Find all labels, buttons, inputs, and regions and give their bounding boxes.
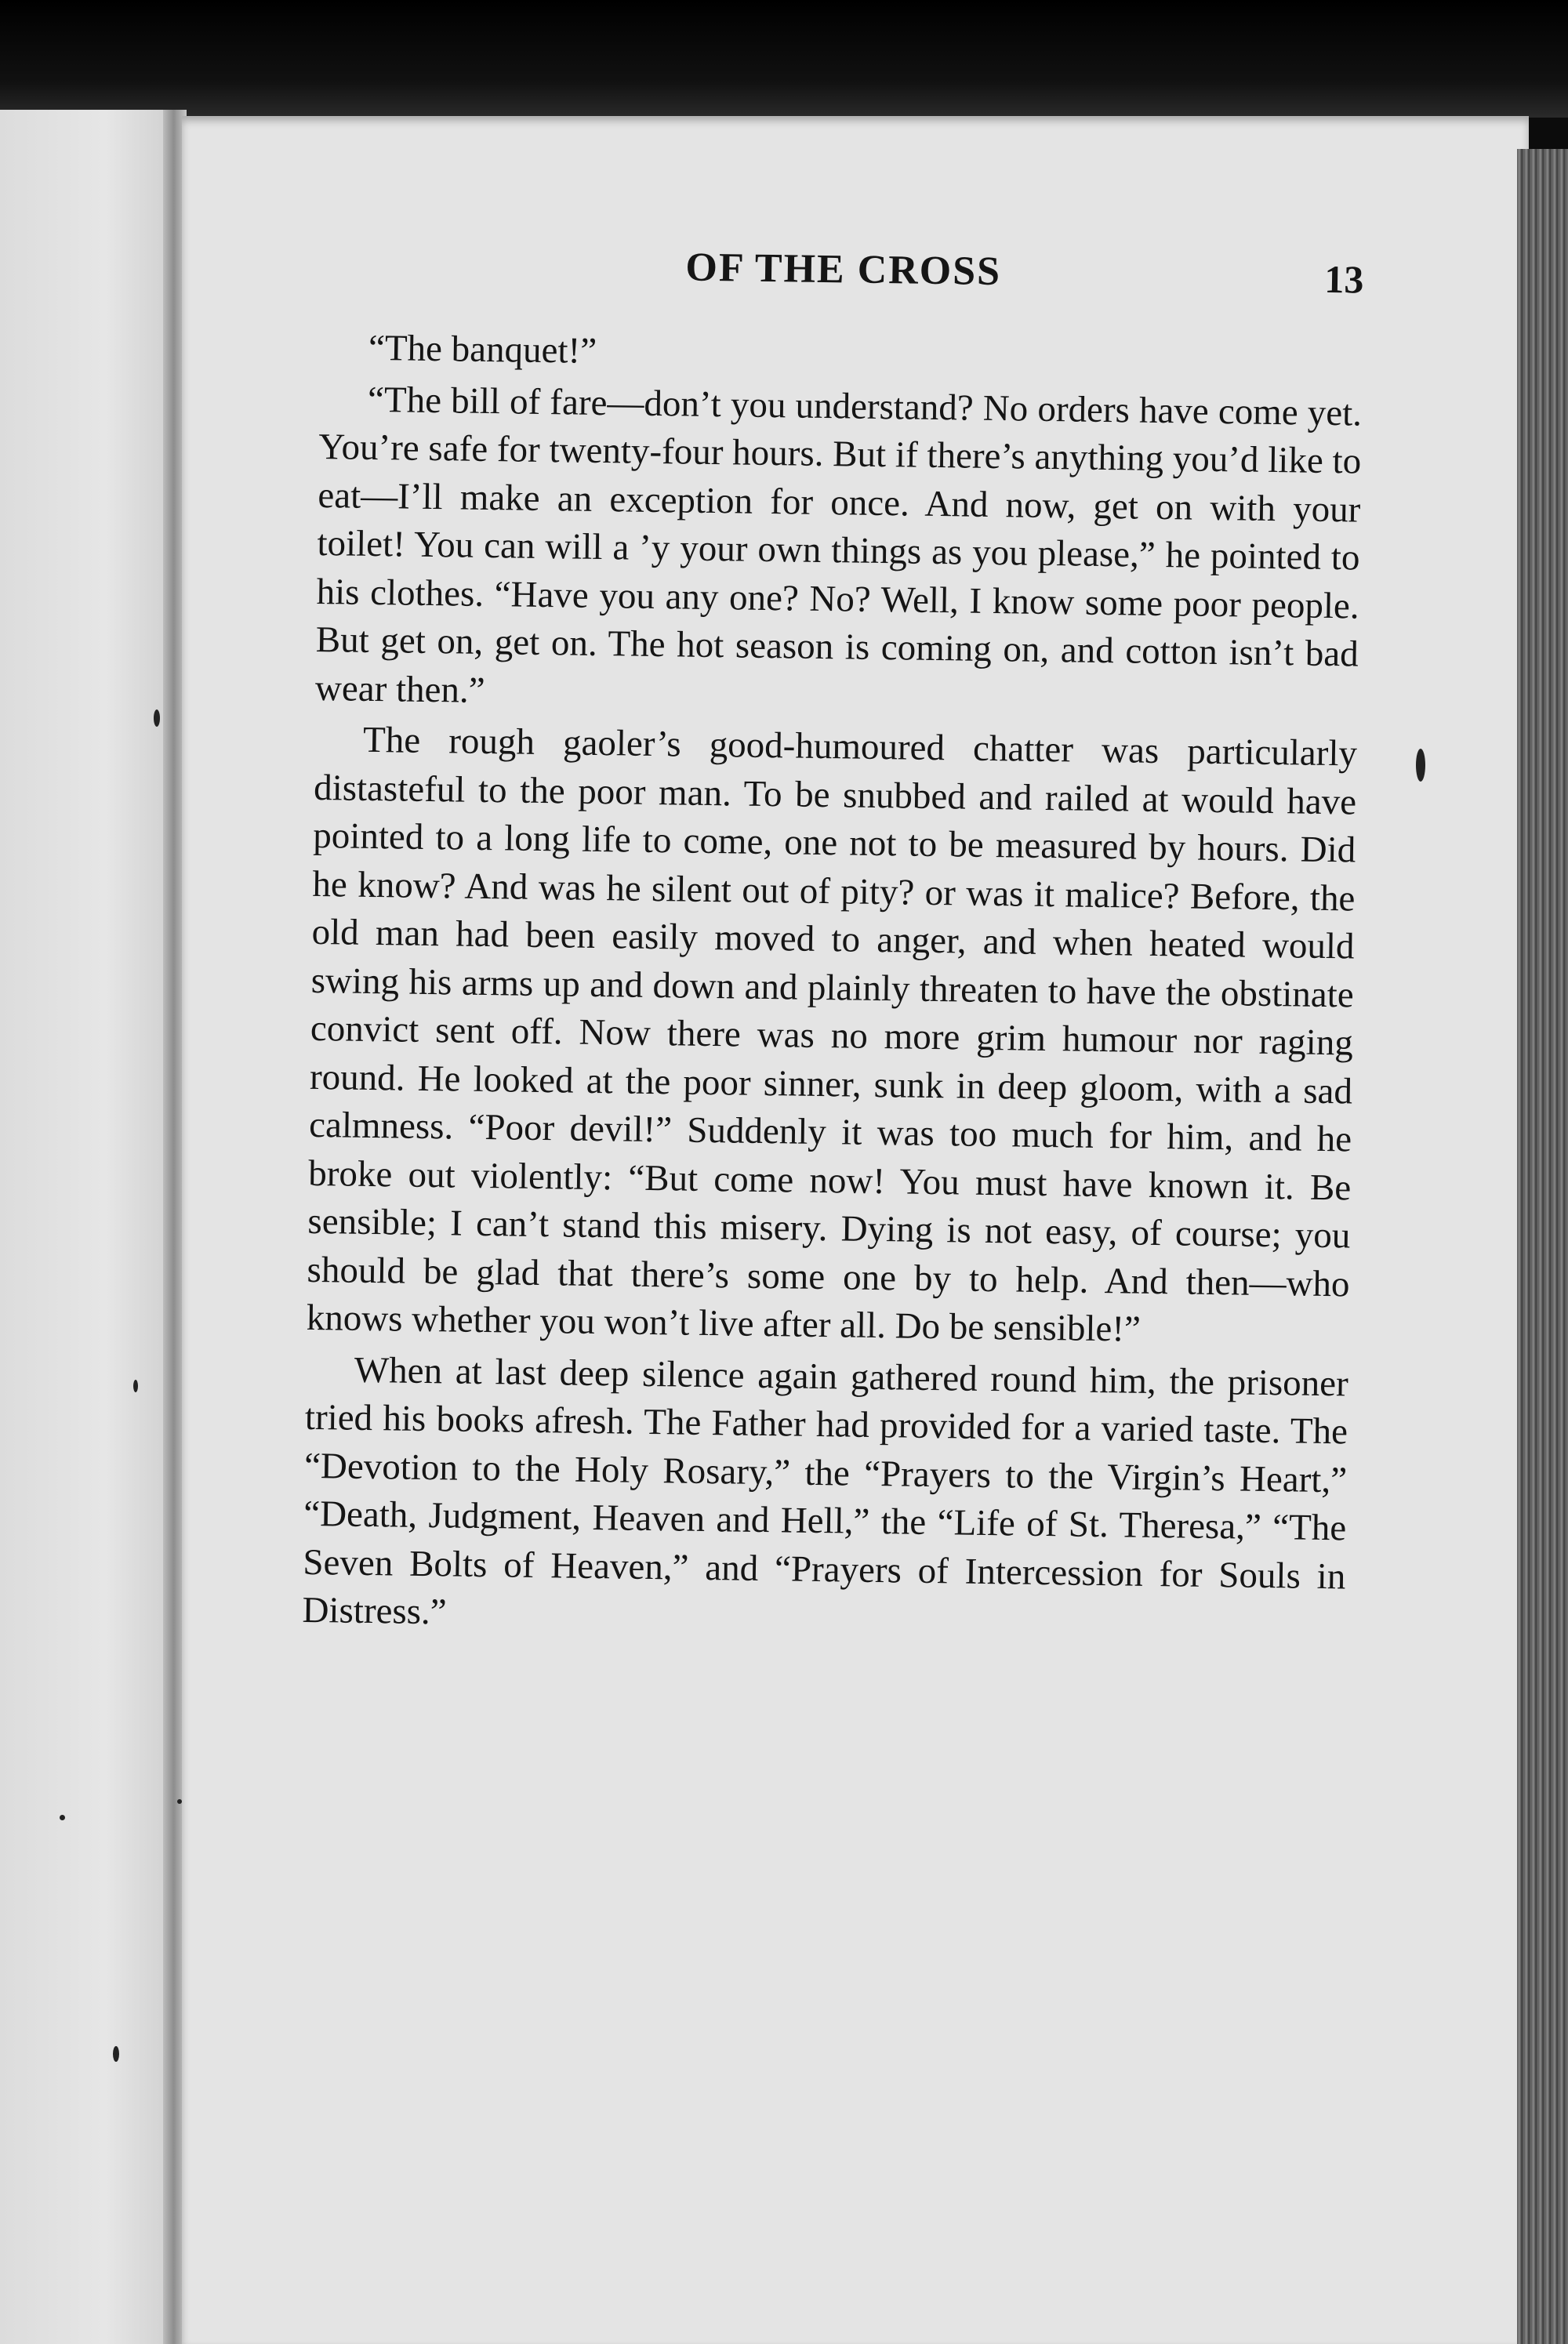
ink-speck: [133, 1380, 138, 1392]
paragraph: “The bill of fare—don’t you understand? No orders have come yet. You’re safe for twenty-four hours. But if there’s anything you’d like to eat—I’ll make an exception for once. And now, get on with your toilet! You can will a ’y your own things as you please,” he pointed to his clothes. “Have you any one? No? Well, I know some poor people. But get on, get on. The hot season is coming on, and cotton isn’t bad wear then.”: [314, 379, 1363, 711]
paragraph: The rough gaoler’s good-humoured chatter was particularly distasteful to the poor man. To be snubbed and railed at would have pointed to a long life to come, one not to be measured by hours. Did he know? And was he silent out of pity? or was it malice? Before, the old man had been easily moved to anger, and when heated would swing his arms up and down and plainly threaten to have the obstinate convict sent off. Now there was no more grim humour nor raging round. He looked at the poor sinner, sunk in deep gloom, with a sad calmness. “Poor devil!” Suddenly it was too much for him, and he broke out violently: “But come now! You must have known it. Be sensible; I can’t stand this misery. Dying is not easy, of course; you should be glad that there’s some one by to help. And then—who knows whether you won’t live after all. Do be sensible!”: [306, 719, 1358, 1350]
ink-speck: [113, 2046, 119, 2062]
body-text: [302, 324, 1363, 1649]
ink-speck: [1416, 749, 1425, 782]
ink-speck: [177, 1799, 182, 1804]
ink-speck: [154, 709, 160, 727]
running-title: OF THE CROSS: [685, 245, 1002, 295]
page-fore-edge: [1517, 149, 1568, 2344]
page-number: 13: [1324, 256, 1364, 302]
paragraph: “The banquet!”: [368, 327, 597, 372]
ink-speck: [60, 1815, 65, 1820]
paragraph: When at last deep silence again gathered round him, the prisoner tried his books afresh. The Father had provided for a varied taste. The “Devotion to the Holy Rosary,” the “Prayers to the Virgin’s Heart,” “Death, Judgment, Heaven and Hell,” the “Life of St. Theresa,” “The Seven Bolts of Heaven,” and “Prayers of Intercession for Souls in Distress.”: [302, 1349, 1349, 1633]
dark-background: [0, 0, 1568, 118]
left-page-edge: [0, 110, 176, 2344]
page-content: [302, 239, 1364, 1649]
